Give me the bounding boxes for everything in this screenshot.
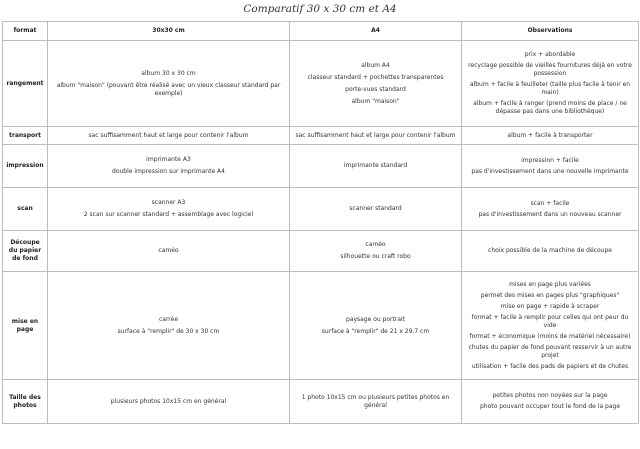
- cell-line: mise en page + rapide à scraper: [500, 302, 600, 310]
- cell-line: plusieurs photos 10x15 cm en général: [110, 397, 227, 405]
- cell-line: 1 photo 10x15 cm ou plusieurs petites photos en général: [301, 393, 450, 409]
- cell-line: carrée: [158, 315, 179, 323]
- cell-line: chutes du papier de fond pouvant resservir à un autre projet: [468, 343, 632, 359]
- cell-line: pas d'investissement dans une nouvelle imprimante: [471, 167, 629, 175]
- cell-line: album "maison" (pouvant être réalisé avec un vieux classeur standard par exemple): [56, 81, 281, 97]
- cell-observations: [462, 188, 639, 231]
- header-row: [3, 22, 639, 41]
- cell-observations: [462, 272, 639, 380]
- cell-line: imprimante A3: [146, 156, 191, 163]
- cell-line: 2 scan sur scanner standard + assemblage avec logiciel: [83, 211, 254, 218]
- cell-a4: [290, 41, 462, 127]
- cell-a4: [290, 145, 462, 188]
- cell-line: album + facile à feuilleter (taille plus facile à tenir en main): [469, 81, 631, 96]
- cell-line: imprimante standard: [343, 162, 408, 169]
- cell-line: album "maison": [351, 97, 400, 105]
- cell-30x30: [48, 380, 290, 424]
- cell-observations: [462, 41, 639, 127]
- cell-line: caméo: [158, 247, 179, 254]
- row-label: scan: [3, 188, 48, 231]
- cell-line: silhouette ou craft robo: [340, 253, 411, 260]
- cell-30x30: [48, 188, 290, 231]
- page-title: Comparatif 30 x 30 cm et A4: [243, 3, 397, 15]
- cell-line: album + facile à ranger (prend moins de place / ne dépasse pas dans une bibliothèque): [473, 100, 627, 115]
- row-label: rangement: [3, 41, 48, 127]
- row-label: mise en page: [3, 272, 48, 380]
- cell-line: album A4: [361, 61, 390, 69]
- cell-line: petites photos non noyées sur la page: [492, 392, 608, 399]
- cell-line: pas d'investissement dans un nouveau scanner: [478, 210, 622, 218]
- cell-line: surface à "remplir" de 30 x 30 cm: [117, 327, 220, 335]
- cell-line: permet des mises en pages plus "graphiques": [480, 291, 620, 299]
- cell-line: prix + abordable: [524, 51, 576, 58]
- cell-line: scanner A3: [151, 199, 186, 206]
- cell-line: sac suffisamment haut et large pour contenir l'album: [295, 131, 456, 139]
- cell-observations: [462, 231, 639, 272]
- cell-a4: [290, 127, 462, 145]
- cell-a4: [290, 231, 462, 272]
- cell-line: paysage ou portrait: [345, 315, 406, 323]
- cell-line: format + facile à remplir pour celles qui ont peur du vide: [471, 313, 629, 329]
- header-observations: Observations: [462, 22, 639, 41]
- cell-line: classeur standard + pochettes transparentes: [307, 73, 444, 81]
- table-row: [3, 127, 639, 145]
- cell-observations: [462, 380, 639, 424]
- cell-line: porte-vues standard: [345, 85, 406, 93]
- cell-line: utilisation + facile des pads de papiers et de chutes: [471, 362, 629, 370]
- table-row: [3, 272, 639, 380]
- table-row: [3, 145, 639, 188]
- cell-30x30: [48, 127, 290, 145]
- cell-line: album 30 x 30 cm: [141, 69, 196, 77]
- header-a4: A4: [290, 22, 462, 41]
- row-label: transport: [3, 127, 48, 145]
- cell-line: mises en page plus variées: [509, 280, 591, 288]
- cell-line: format + économique (moins de matériel nécessaire): [469, 332, 631, 340]
- cell-line: scan + facile: [530, 199, 570, 207]
- cell-line: impression + facile: [521, 156, 579, 164]
- cell-30x30: [48, 272, 290, 380]
- table-row: [3, 380, 639, 424]
- cell-a4: [290, 188, 462, 231]
- cell-line: sac suffisamment haut et large pour contenir l'album: [88, 131, 249, 139]
- cell-30x30: [48, 231, 290, 272]
- cell-line: recyclage possible de vieilles fournitures déjà en votre possession: [468, 62, 632, 77]
- cell-observations: [462, 127, 639, 145]
- header-format: format: [3, 22, 48, 41]
- cell-a4: [290, 380, 462, 424]
- cell-line: surface à "remplir" de 21 x 29,7 cm: [321, 327, 430, 335]
- cell-line: scanner standard: [349, 205, 402, 212]
- cell-30x30: [48, 145, 290, 188]
- header-30x30: 30x30 cm: [48, 22, 290, 41]
- cell-line: double impression sur imprimante A4: [112, 168, 225, 175]
- table-row: [3, 41, 639, 127]
- cell-line: album + facile à transporter: [507, 131, 593, 139]
- cell-a4: [290, 272, 462, 380]
- cell-line: photo pouvant occuper tout le fond de la page: [479, 403, 621, 410]
- cell-line: caméo: [365, 241, 386, 248]
- cell-line: choix possible de la machine de découpe: [488, 247, 612, 254]
- cell-observations: [462, 145, 639, 188]
- table-row: [3, 188, 639, 231]
- row-label: impression: [3, 145, 48, 188]
- comparison-table: [2, 21, 639, 424]
- cell-30x30: [48, 41, 290, 127]
- row-label: Taille des photos: [3, 380, 48, 424]
- table-row: [3, 231, 639, 272]
- row-label: Découpe du papier de fond: [3, 231, 48, 272]
